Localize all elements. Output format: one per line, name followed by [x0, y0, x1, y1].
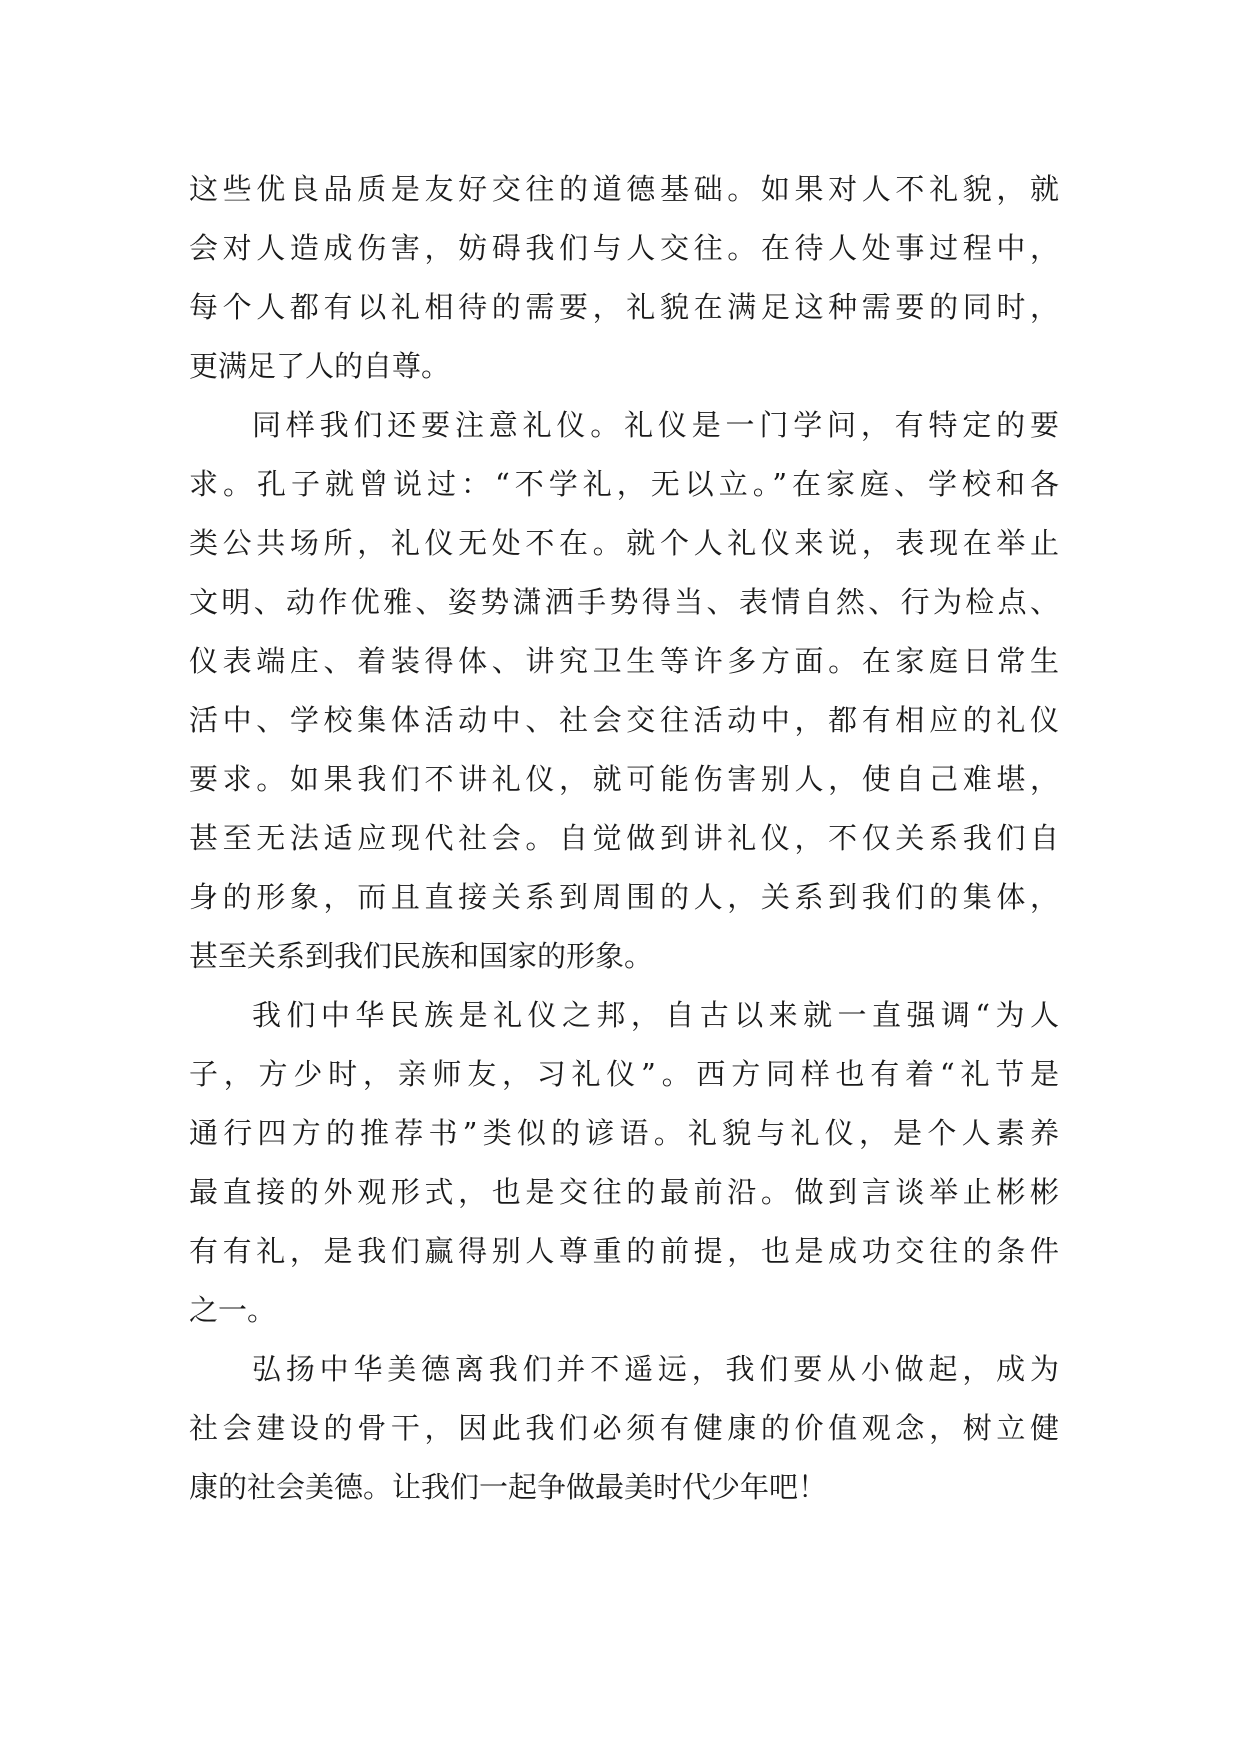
text-line: 更满足了人的自尊。: [189, 349, 451, 383]
text-line: 每个人都有以礼相待的需要，礼貌在满足这种需要的同时，: [189, 290, 1059, 324]
text-line: 我们中华民族是礼仪之邦，自古以来就一直强调“为人: [252, 998, 1059, 1032]
text-line: 社会建设的骨干，因此我们必须有健康的价值观念，树立健: [189, 1411, 1059, 1445]
text-line: 这些优良品质是友好交往的道德基础。如果对人不礼貌，就: [189, 172, 1059, 206]
text-line: 求。孔子就曾说过：“不学礼，无以立。”在家庭、学校和各: [189, 467, 1059, 501]
body-text: [189, 160, 1059, 1517]
text-line: 康的社会美德。让我们一起争做最美时代少年吧！: [189, 1470, 828, 1504]
text-line: 类公共场所，礼仪无处不在。就个人礼仪来说，表现在举止: [189, 526, 1059, 560]
text-line: 同样我们还要注意礼仪。礼仪是一门学问，有特定的要: [252, 408, 1059, 442]
text-line: 身的形象，而且直接关系到周围的人，关系到我们的集体，: [189, 880, 1059, 914]
text-line: 仪表端庄、着装得体、讲究卫生等许多方面。在家庭日常生: [189, 644, 1059, 678]
text-line: 弘扬中华美德离我们并不遥远，我们要从小做起，成为: [252, 1352, 1059, 1386]
paragraph-2: [189, 396, 1059, 986]
text-line: 通行四方的推荐书”类似的谚语。礼貌与礼仪，是个人素养: [189, 1116, 1059, 1150]
text-line: 会对人造成伤害，妨碍我们与人交往。在待人处事过程中，: [189, 231, 1059, 265]
paragraph-1: [189, 160, 1059, 396]
text-line: 最直接的外观形式，也是交往的最前沿。做到言谈举止彬彬: [189, 1175, 1059, 1209]
paragraph-3: [189, 986, 1059, 1340]
text-line: 活中、学校集体活动中、社会交往活动中，都有相应的礼仪: [189, 703, 1059, 737]
text-line: 之一。: [189, 1293, 277, 1327]
text-line: 子，方少时，亲师友，习礼仪”。西方同样也有着“礼节是: [189, 1057, 1059, 1091]
text-line: 甚至关系到我们民族和国家的形象。: [189, 939, 654, 973]
text-line: 甚至无法适应现代社会。自觉做到讲礼仪，不仅关系我们自: [189, 821, 1059, 855]
text-line: 要求。如果我们不讲礼仪，就可能伤害别人，使自己难堪，: [189, 762, 1059, 796]
text-line: 文明、动作优雅、姿势潇洒手势得当、表情自然、行为检点、: [189, 585, 1059, 619]
paragraph-4: [189, 1340, 1059, 1517]
text-line: 有有礼，是我们赢得别人尊重的前提，也是成功交往的条件: [189, 1234, 1059, 1268]
